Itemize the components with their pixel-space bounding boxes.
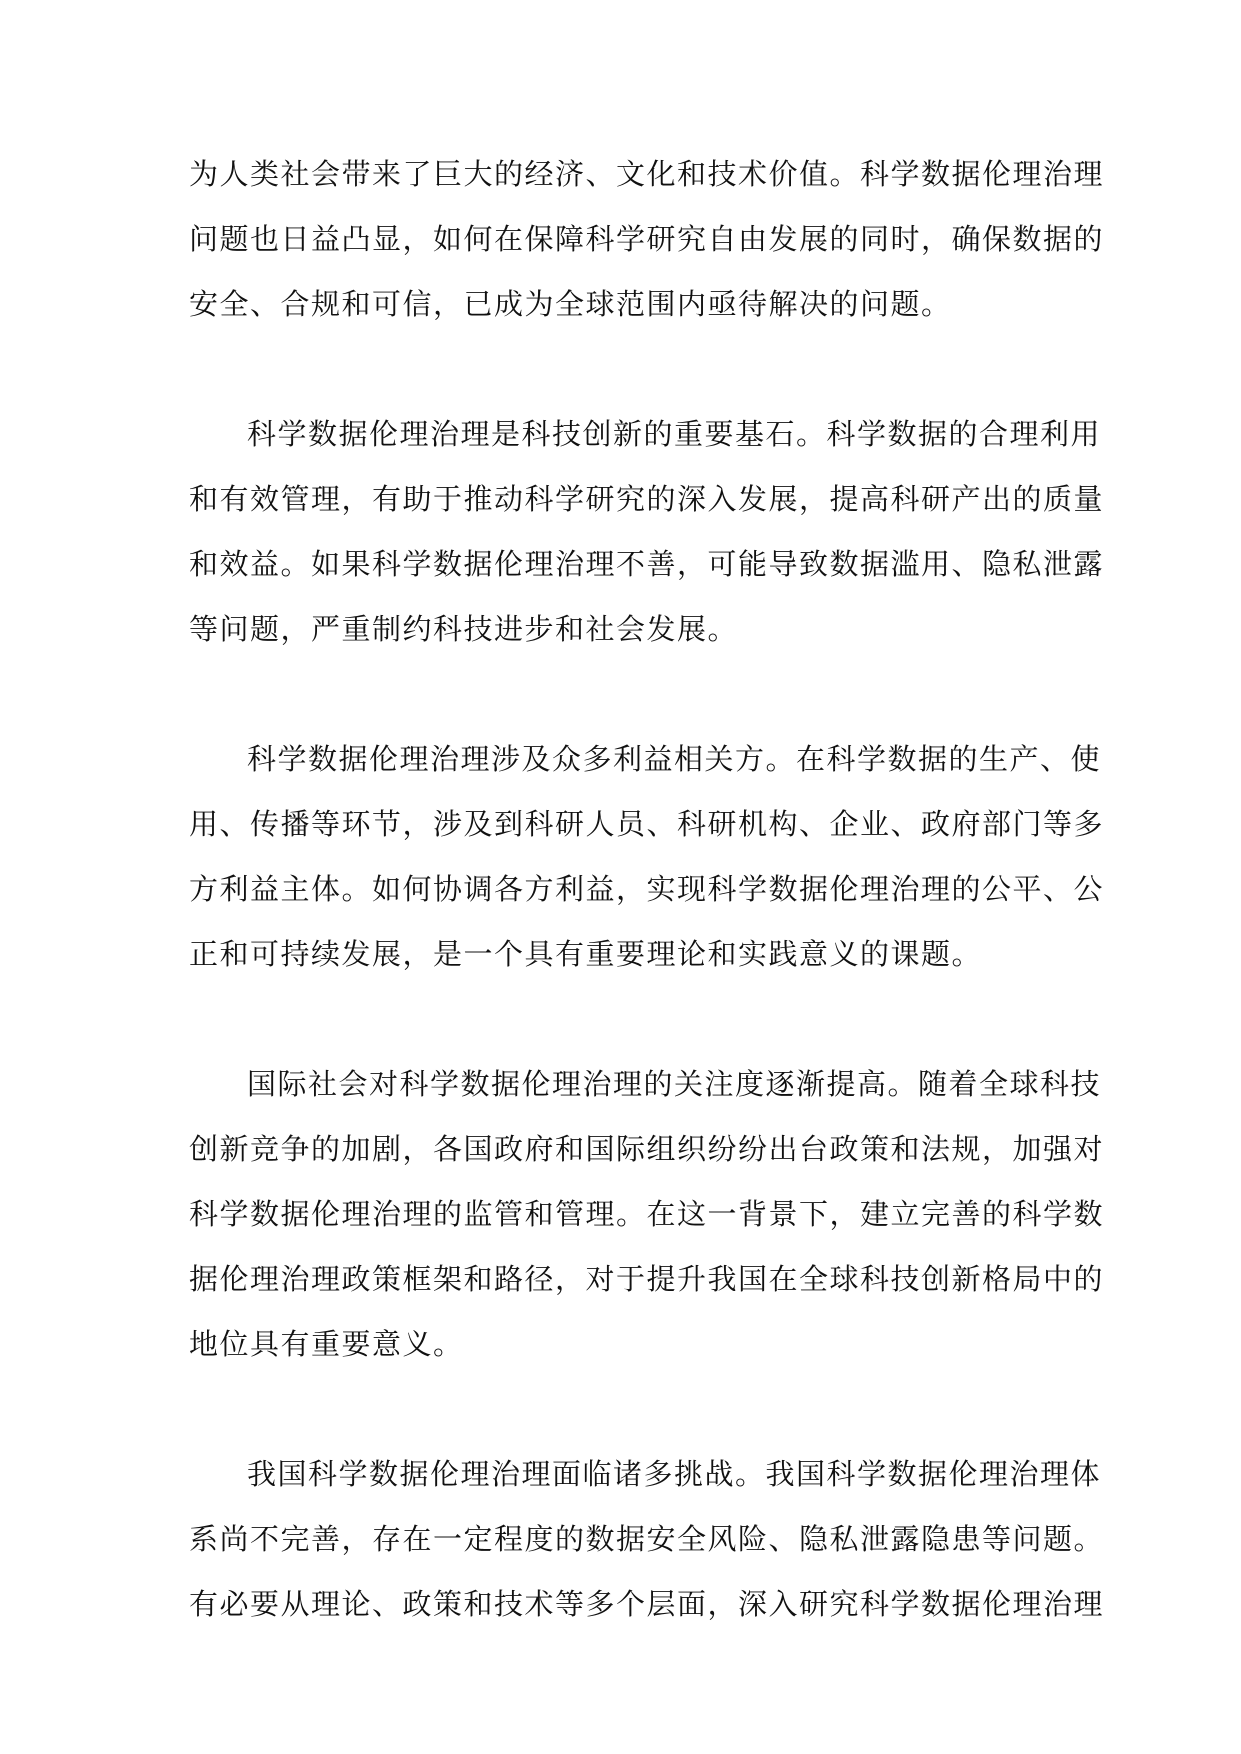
- text-line: 科学数据伦理治理是科技创新的重要基石。科学数据的合理利用: [247, 417, 1102, 451]
- paragraph: [189, 1052, 1105, 1377]
- paragraph: [189, 142, 1105, 337]
- text-line: 据伦理治理政策框架和路径，对于提升我国在全球科技创新格局中的: [189, 1262, 1105, 1296]
- paragraph: [189, 1442, 1105, 1637]
- text-line: 为人类社会带来了巨大的经济、文化和技术价值。科学数据伦理治理: [189, 157, 1105, 191]
- text-line: 安全、合规和可信，已成为全球范围内亟待解决的问题。: [189, 287, 952, 321]
- text-line: 国际社会对科学数据伦理治理的关注度逐渐提高。随着全球科技: [247, 1067, 1102, 1101]
- body-text: [189, 142, 1105, 1637]
- text-line: 问题也日益凸显，如何在保障科学研究自由发展的同时，确保数据的: [189, 222, 1105, 256]
- text-line: 方利益主体。如何协调各方利益，实现科学数据伦理治理的公平、公: [189, 872, 1105, 906]
- text-line: 科学数据伦理治理涉及众多利益相关方。在科学数据的生产、使: [247, 742, 1102, 776]
- text-line: 等问题，严重制约科技进步和社会发展。: [189, 612, 739, 646]
- text-line: 有必要从理论、政策和技术等多个层面，深入研究科学数据伦理治理: [189, 1587, 1105, 1621]
- text-line: 用、传播等环节，涉及到科研人员、科研机构、企业、政府部门等多: [189, 807, 1105, 841]
- text-line: 正和可持续发展，是一个具有重要理论和实践意义的课题。: [189, 937, 983, 971]
- text-line: 和效益。如果科学数据伦理治理不善，可能导致数据滥用、隐私泄露: [189, 547, 1105, 581]
- text-line: 我国科学数据伦理治理面临诸多挑战。我国科学数据伦理治理体: [247, 1457, 1102, 1491]
- text-line: 和有效管理，有助于推动科学研究的深入发展，提高科研产出的质量: [189, 482, 1105, 516]
- text-line: 地位具有重要意义。: [189, 1327, 464, 1361]
- paragraph: [189, 727, 1105, 987]
- paragraph: [189, 402, 1105, 662]
- text-line: 系尚不完善，存在一定程度的数据安全风险、隐私泄露隐患等问题。: [189, 1522, 1105, 1556]
- text-line: 科学数据伦理治理的监管和管理。在这一背景下，建立完善的科学数: [189, 1197, 1105, 1231]
- text-line: 创新竞争的加剧，各国政府和国际组织纷纷出台政策和法规，加强对: [189, 1132, 1105, 1166]
